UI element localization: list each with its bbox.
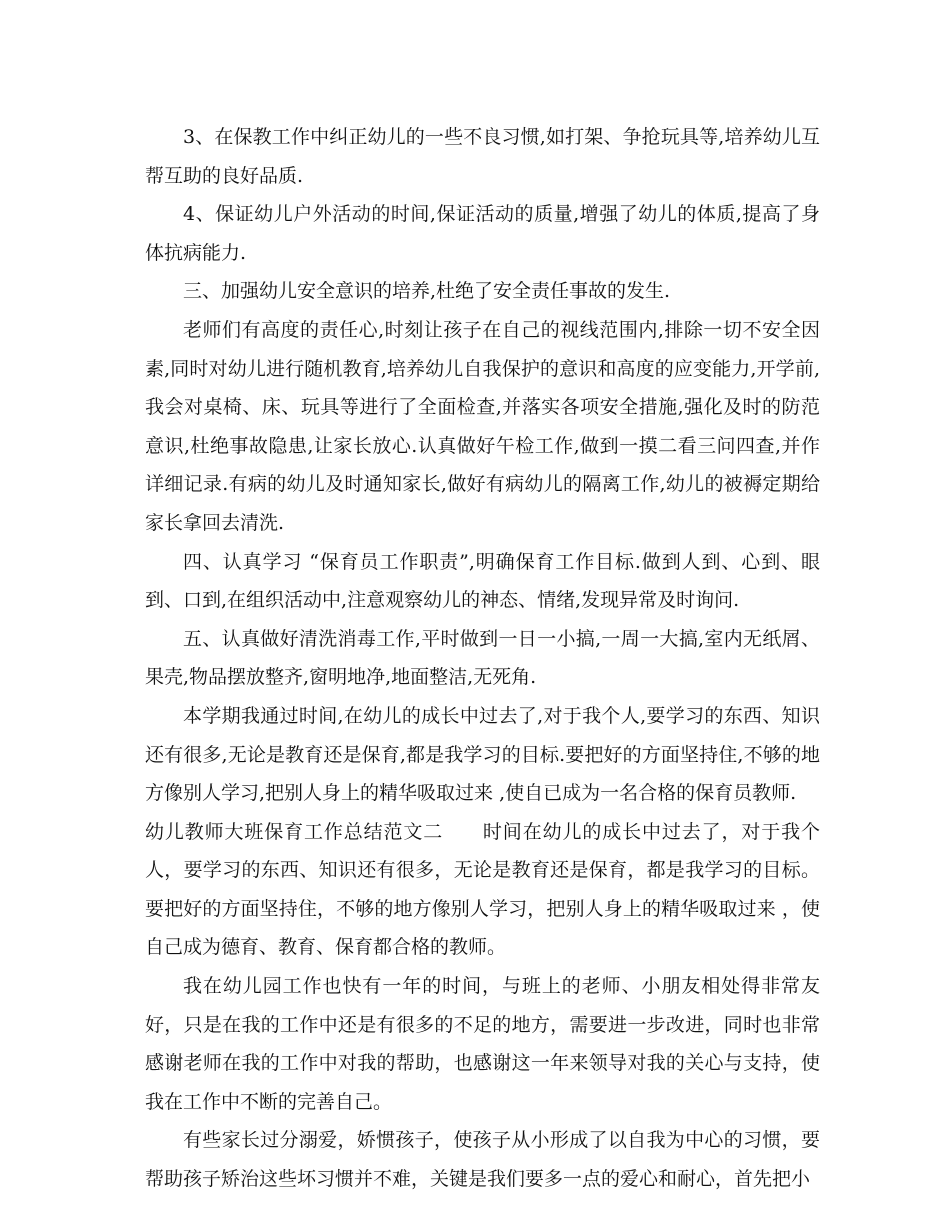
paragraph-parents-spoiling: 有些家长过分溺爱，娇惯孩子，使孩子从小形成了以自我为中心的习惯，要帮助孩子矫治这些坏习惯并不难，关键是我们要多一点的爱心和耐心，首先把小	[145, 1129, 820, 1191]
paragraph-study-duties: 四、认真学习 “保育员工作职责”,明确保育工作目标.做到人到、心到、眼到、口到,在组织活动中,注意观察幼儿的神态、情绪,发现异常及时询问.	[145, 550, 820, 612]
paragraph-semester-summary: 本学期我通过时间,在幼儿的成长中过去了,对于我个人,要学习的东西、知识还有很多,无论是教育还是保育,都是我学习的目标.要把好的方面坚持住,不够的地方像别人学习,把别人身上的精华吸取过来 ,使自已成为一名合格的保育员教师.	[145, 704, 820, 805]
paragraph-habits: 3、在保教工作中纠正幼儿的一些不良习惯,如打架、争抢玩具等,培养幼儿互帮互助的良好品质.	[145, 126, 820, 187]
paragraph-kindergarten-year: 我在幼儿园工作也快有一年的时间，与班上的老师、小朋友相处得非常友好，只是在我的工作中还是有很多的不足的地方，需要进一步改进，同时也非常感谢老师在我的工作中对我的帮助，也感谢这一年来领导对我的关心与支持，使我在工作中不断的完善自己。	[145, 975, 820, 1113]
paragraph-outdoor-activity: 4、保证幼儿户外活动的时间,保证活动的质量,增强了幼儿的体质,提高了身体抗病能力.	[145, 203, 820, 264]
document-body	[145, 118, 820, 1199]
paragraph-sample-two: 幼儿教师大班保育工作总结范文二 时间在幼儿的成长中过去了，对于我个人，要学习的东西、知识还有很多，无论是教育还是保育，都是我学习的目标。要把好的方面坚持住，不够的地方像别人学习，把别人身上的精华吸取过来 ，使自己成为德育、教育、保育都合格的教师。	[145, 820, 820, 959]
paragraph-safety-details: 老师们有高度的责任心,时刻让孩子在自己的视线范围内,排除一切不安全因素,同时对幼儿进行随机教育,培养幼儿自我保护的意识和高度的应变能力,开学前,我会对桌椅、床、玩具等进行了全面检查,并落实各项安全措施,强化及时的防范意识,杜绝事故隐患,让家长放心.认真做好午检工作,做到一摸二看三问四查,并作详细记录.有病的幼儿及时通知家长,做好有病幼儿的隔离工作,幼儿的被褥定期给家长拿回去清洗.	[145, 318, 820, 534]
paragraph-cleaning: 五、认真做好清洗消毒工作,平时做到一日一小搞,一周一大搞,室内无纸屑、果壳,物品摆放整齐,窗明地净,地面整洁,无死角.	[145, 627, 820, 689]
paragraph-safety-heading: 三、加强幼儿安全意识的培养,杜绝了安全责任事故的发生.	[183, 280, 671, 303]
